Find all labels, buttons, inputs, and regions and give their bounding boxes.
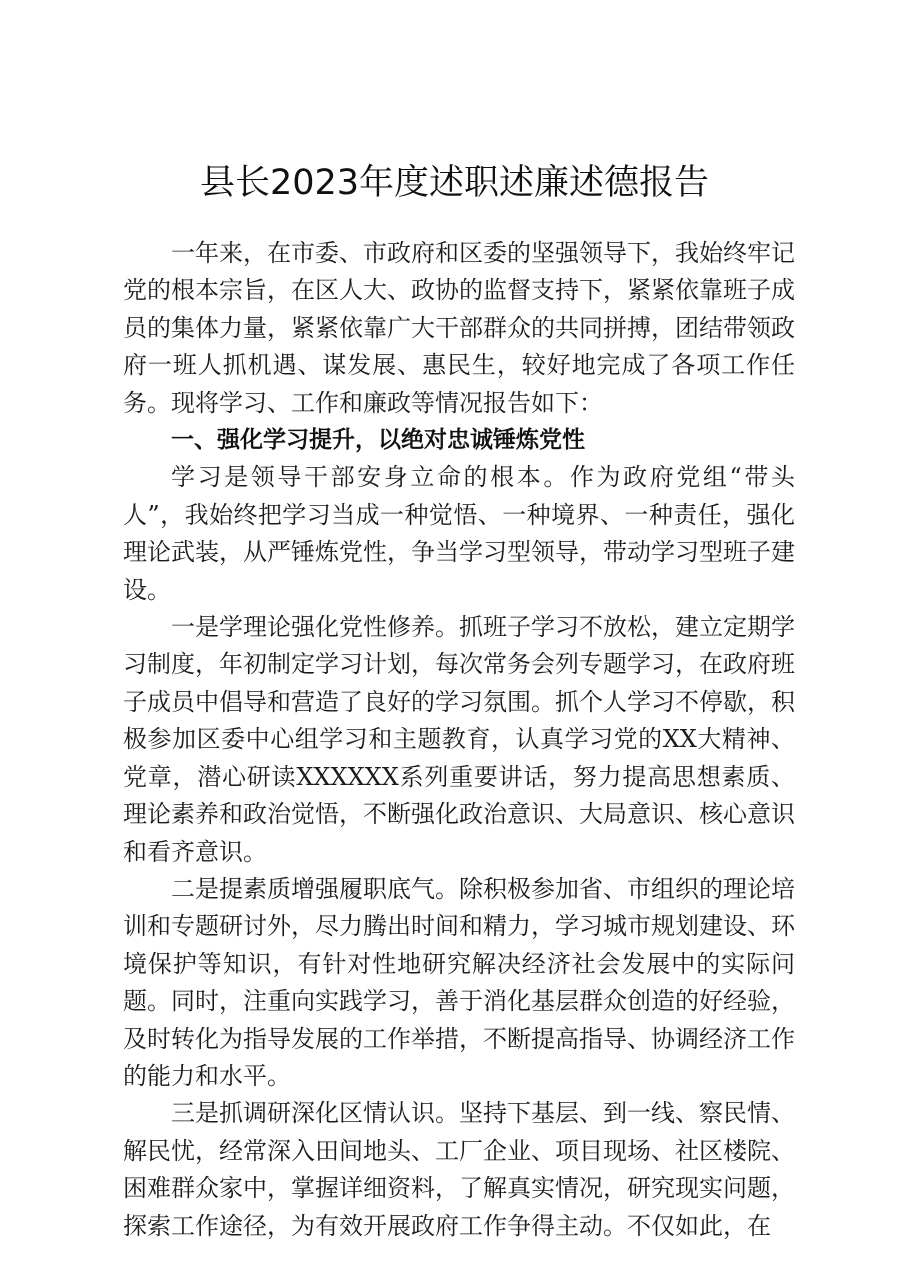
document-title: 县长2023年度述职述廉述德报告 [199, 163, 710, 203]
section-intro-paragraph: 学习是领导干部安身立命的根本。作为政府党组“带头人”，我始终把学习当成一种觉悟、一种境界、一种责任，强化理论武装，从严锤炼党性，争当学习型领导，带动学习型班子建设。 [123, 463, 795, 604]
document-body [123, 235, 795, 1245]
point-two-paragraph: 二是提素质增强履职底气。除积极参加省、市组织的理论培训和专题研讨外，尽力腾出时间和精力，学习城市规划建设、环境保护等知识，有针对性地研究解决经济社会发展中的实际问题。同时，注重向实践学习，善于消化基层群众创造的好经验，及时转化为指导发展的工作举措，不断提高指导、协调经济工作的能力和水平。 [123, 874, 795, 1090]
intro-paragraph: 一年来，在市委、市政府和区委的坚强领导下，我始终牢记党的根本宗旨，在区人大、政协的监督支持下，紧紧依靠班子成员的集体力量，紧紧依靠广大干部群众的共同拼搏，团结带领政府一班人抓机遇、谋发展、惠民生，较好地完成了各项工作任务。现将学习、工作和廉政等情况报告如下： [123, 239, 795, 417]
point-three-paragraph: 三是抓调研深化区情认识。坚持下基层、到一线、察民情、解民忧，经常深入田间地头、工厂企业、项目现场、社区楼院、困难群众家中，掌握详细资料，了解真实情况，研究现实问题，探索工作途径，为有效开展政府工作争得主动。不仅如此，在 [123, 1099, 795, 1240]
point-one-paragraph: 一是学理论强化党性修养。抓班子学习不放松，建立定期学习制度，年初制定学习计划，每次常务会列专题学习，在政府班子成员中倡导和营造了良好的学习氛围。抓个人学习不停歇，积极参加区委中心组学习和主题教育，认真学习党的XX大精神、党章，潜心研读XXXXXX系列重要讲话，努力提高思想素质、理论素养和政治觉悟，不断强化政治意识、大局意识、核心意识和看齐意识。 [123, 613, 795, 866]
section-heading: 一、强化学习提升，以绝对忠诚锤炼党性 [171, 427, 585, 454]
